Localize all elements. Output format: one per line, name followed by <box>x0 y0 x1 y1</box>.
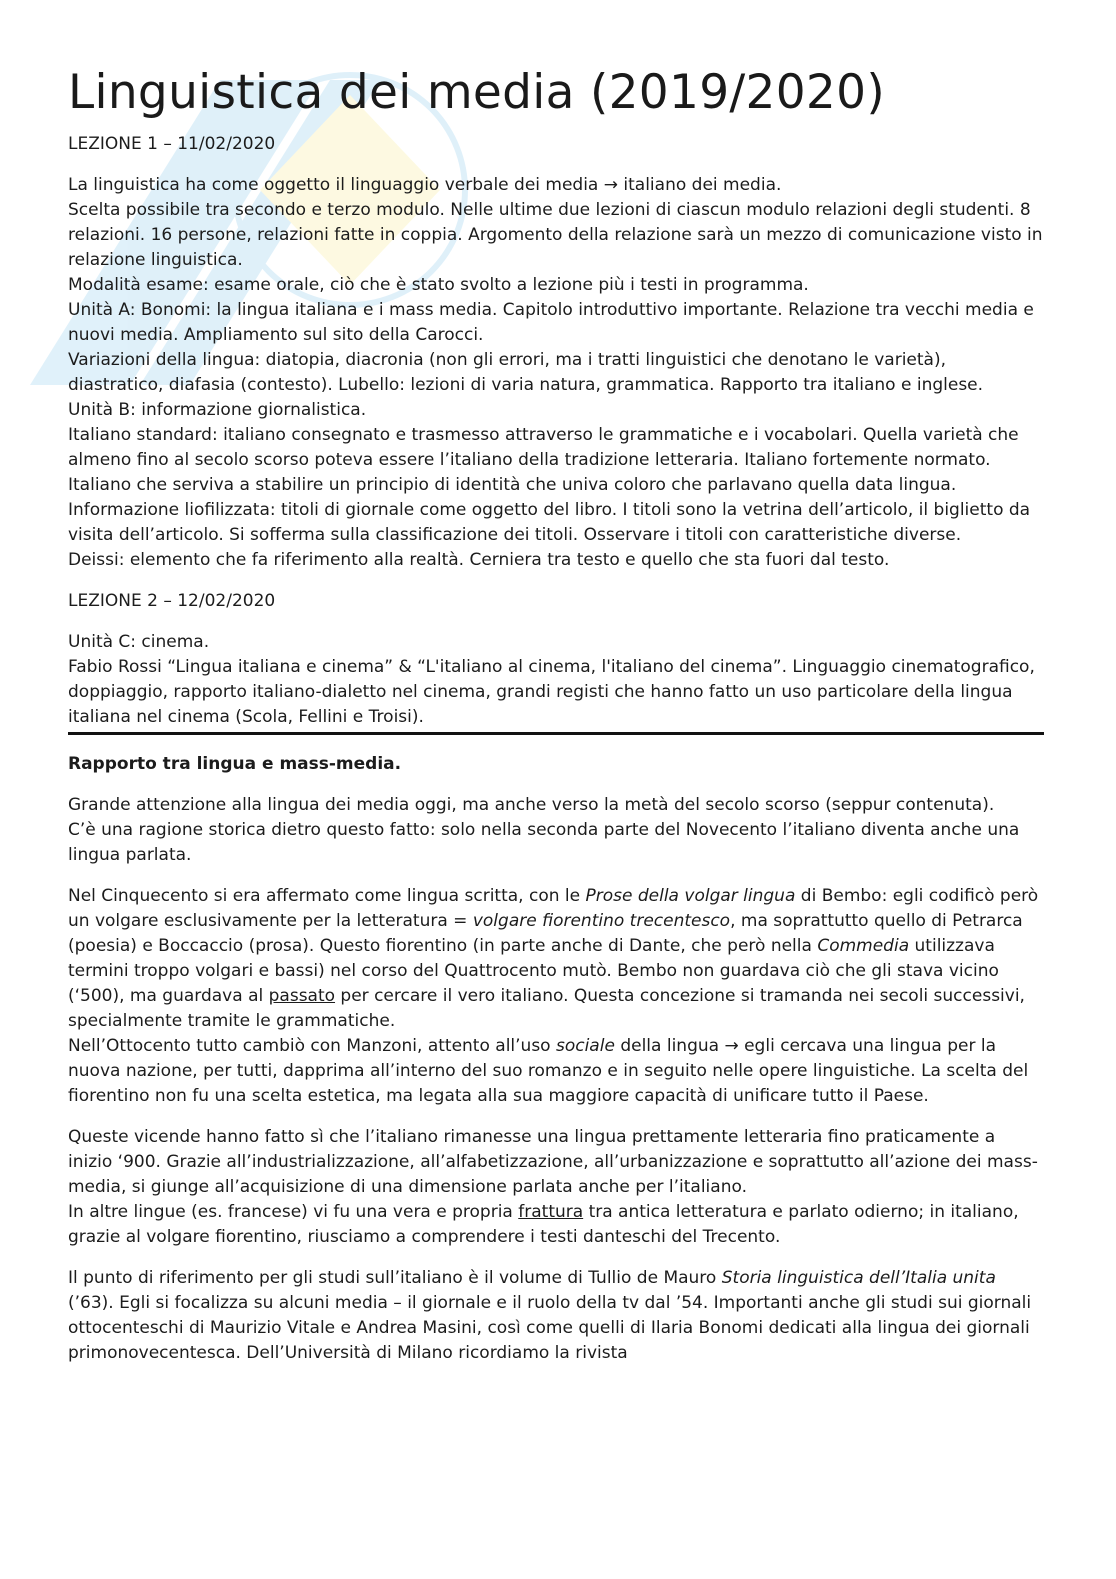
note-line: Modalità esame: esame orale, ciò che è stato svolto a lezione più i testi in programma. <box>68 275 809 295</box>
paragraph-text: Il punto di riferimento per gli studi sull’italiano è il volume di Tullio de Mauro <box>68 1268 722 1288</box>
note-line: Italiano standard: italiano consegnato e trasmesso attraverso le grammatiche e i vocabolari. Quella varietà che almeno fino al secolo scorso poteva essere l’italiano della tradizione letteraria. Italiano fortemente normato. Italiano che serviva a stabilire un principio di identità che univa coloro che parlavano quella data lingua. <box>68 425 1019 495</box>
italic-title: Storia linguistica dell’Italia unita <box>721 1268 996 1288</box>
paragraph-text: In altre lingue (es. francese) vi fu una vera e propria <box>68 1202 519 1222</box>
note-line: Variazioni della lingua: diatopia, diacronia (non gli errori, ma i tratti linguistici che denotano le varietà), diastratico, diafasia (contesto). Lubello: lezioni di varia natura, grammatica. Rapporto tra italiano e inglese. <box>68 350 984 395</box>
paragraph-text: (’63). Egli si focalizza su alcuni media – il giornale e il ruolo della tv dal ’54. Importanti anche gli studi sui giornali ottocenteschi di Maurizio Vitale e Andrea Masini, così come quelli di Ilaria Bonomi dedicati alla lingua dei giornali primonovecentesca. Dell’Università di Milano ricordiamo la rivista <box>68 1293 1032 1363</box>
paragraph-4 <box>68 1266 1044 1366</box>
note-line: La linguistica ha come oggetto il linguaggio verbale dei media → italiano dei media. <box>68 175 782 195</box>
paragraph-text: Grande attenzione alla lingua dei media oggi, ma anche verso la metà del secolo scorso (seppur contenuta). <box>68 795 995 815</box>
underlined-term: passato <box>268 986 336 1006</box>
note-line: Fabio Rossi “Lingua italiana e cinema” & “L'italiano al cinema, l'italiano del cinema”. Linguaggio cinematografico, doppiaggio, rapporto italiano-dialetto nel cinema, grandi registi che hanno fatto un uso particolare della lingua italiana nel cinema (Scola, Fellini e Troisi). <box>68 657 1035 727</box>
note-line: Deissi: elemento che fa riferimento alla realtà. Cerniera tra testo e quello che sta fuori dal testo. <box>68 550 890 570</box>
italic-title: Prose della volgar lingua <box>585 886 796 906</box>
underlined-term: frattura <box>518 1202 584 1222</box>
lesson-1-notes <box>68 173 1044 573</box>
note-line: Unità B: informazione giornalistica. <box>68 400 367 420</box>
paragraph-text: Queste vicende hanno fatto sì che l’italiano rimanesse una lingua prettamente letteraria fino praticamente a inizio ‘900. Grazie all’industrializzazione, all’alfabetizzazione, all’urbanizzazione e soprattutto all’azione dei mass-media, si giunge all’acquisizione di una dimensione parlata anche per l’italiano. <box>68 1127 1038 1197</box>
note-line: Scelta possibile tra secondo e terzo modulo. Nelle ultime due lezioni di ciascun modulo relazioni degli studenti. 8 relazioni. 16 persone, relazioni fatte in coppia. Argomento della relazione sarà un mezzo di comunicazione visto in relazione linguistica. <box>68 200 1043 270</box>
italic-term: volgare fiorentino trecentesco <box>472 911 731 931</box>
paragraph-text: utilizzava termini troppo volgari e bassi) nel corso del Quattrocento mutò. Bembo non guardava ciò che gli stava vicino (‘500), ma guardava al <box>68 936 999 1006</box>
note-line: Unità A: Bonomi: la lingua italiana e i mass media. Capitolo introduttivo importante. Relazione tra vecchi media e nuovi media. Ampliamento sul sito della Carocci. <box>68 300 1034 345</box>
paragraph-3 <box>68 1125 1044 1250</box>
paragraph-text: Nell’Ottocento tutto cambiò con Manzoni, attento all’uso <box>68 1036 556 1056</box>
paragraph-text: per cercare il vero italiano. Questa concezione si tramanda nei secoli successivi, specialmente tramite le grammatiche. <box>68 986 1025 1031</box>
lesson-1-heading: LEZIONE 1 – 11/02/2020 <box>68 134 276 154</box>
document-page <box>68 62 1044 1382</box>
italic-title: Commedia <box>817 936 910 956</box>
note-line: Informazione liofilizzata: titoli di giornale come oggetto del libro. I titoli sono la vetrina dell’articolo, il biglietto da visita dell’articolo. Si sofferma sulla classificazione dei titoli. Osservare i titoli con caratteristiche diverse. <box>68 500 1031 545</box>
paragraph-text: della lingua → egli cercava una lingua per la nuova nazione, per tutti, dapprima all’interno del suo romanzo e in seguito nelle opere linguistiche. La scelta del fiorentino non fu una scelta estetica, ma legata alla sua maggiore capacità di unificare tutto il Paese. <box>68 1036 1029 1106</box>
paragraph-text: tra antica letteratura e parlato odierno; in italiano, grazie al volgare fiorentino, riusciamo a comprendere i testi danteschi del Trecento. <box>68 1202 1019 1247</box>
italic-term: sociale <box>555 1036 615 1056</box>
section-divider <box>68 732 1044 735</box>
lesson-2-heading: LEZIONE 2 – 12/02/2020 <box>68 591 276 611</box>
paragraph-text: , ma soprattutto quello di Petrarca (poesia) e Boccaccio (prosa). Questo fiorentino (in parte anche di Dante, che però nella <box>68 911 1023 956</box>
paragraph-text: di Bembo: egli codificò però un volgare esclusivamente per la letteratura = <box>68 886 1039 931</box>
paragraph-text: C’è una ragione storica dietro questo fatto: solo nella seconda parte del Novecento l’italiano diventa anche una lingua parlata. <box>68 820 1020 865</box>
paragraph-1 <box>68 793 1044 868</box>
lesson-2-notes <box>68 630 1044 730</box>
paragraph-2 <box>68 884 1044 1109</box>
section-title: Rapporto tra lingua e mass-media. <box>68 754 402 774</box>
note-line: Unità C: cinema. <box>68 632 210 652</box>
paragraph-text: Nel Cinquecento si era affermato come lingua scritta, con le <box>68 886 586 906</box>
document-title: Linguistica dei media (2019/2020) <box>68 65 885 120</box>
